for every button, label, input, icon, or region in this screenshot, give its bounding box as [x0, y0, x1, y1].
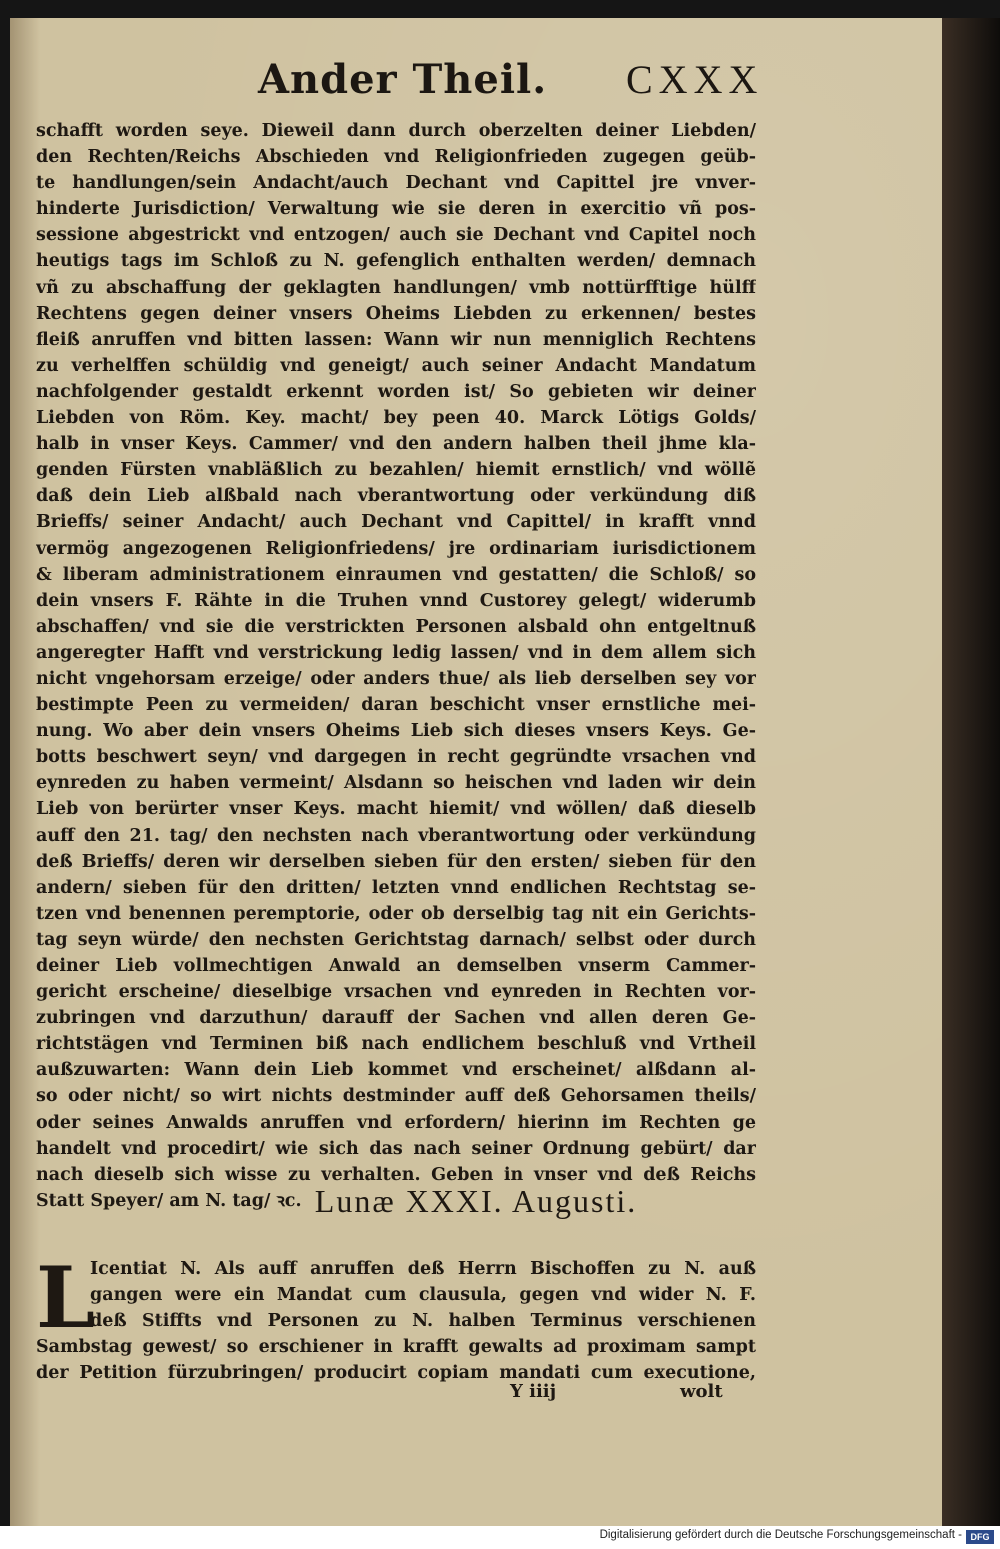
text-line: heutigs tags im Schloß zu N. gefenglich enthalten werden/ demnach	[36, 251, 756, 272]
text-line: Brieffs/ seiner Andacht/ auch Dechant vnd Capittel/ in krafft vnnd	[36, 512, 756, 533]
text-line: außzuwarten: Wann dein Lieb kommet vnd erscheinet/ alßdann al-	[36, 1060, 756, 1081]
text-line: vñ zu abschaffung der geklagten handlungen/ vmb nottürfftige hülff	[36, 277, 756, 298]
text-line: deß Stiffts vnd Personen zu N. halben Terminus verschienen	[90, 1311, 756, 1332]
text-line: hinderte Jurisdiction/ Verwaltung wie sie deren in exercitio vñ pos-	[36, 199, 756, 220]
text-line: & liberam administrationem einraumen vnd gestatten/ die Schloß/ so	[36, 564, 756, 585]
text-line: schafft worden seye. Dieweil dann durch oberzelten deiner Liebden/	[36, 121, 756, 141]
text-line: sessione abgestrickt vnd entzogen/ auch sie Dechant vnd Capitel noch	[36, 225, 756, 246]
text-line: deiner Lieb vollmechtigen Anwald an demselben vnserm Cammer-	[36, 956, 756, 976]
text-line: auff den 21. tag/ den nechsten nach vberantwortung oder verkündung	[36, 825, 756, 846]
text-line: abschaffen/ vnd sie die verstrickten Personen alsbald ohn entgeltnuß	[36, 616, 756, 637]
text-line: zubringen vnd darzuthun/ darauff der Sachen vnd allen deren Ge-	[36, 1008, 756, 1029]
section-heading: Lunæ XXXI. Augusti.	[314, 1183, 638, 1219]
text-line: halb in vnser Keys. Cammer/ vnd den andern halben theil jhme kla-	[36, 434, 756, 455]
page-edge-shadow	[942, 18, 1000, 1526]
text-line: nicht vngehorsam erzeige/ oder anders thue/ als lieb derselben sey vor	[36, 668, 756, 689]
digitization-footer	[0, 1526, 1000, 1549]
text-line: den Rechten/Reichs Abschieden vnd Religionfrieden zugegen geüb-	[36, 147, 756, 168]
text-line: genden Fürsten vnabläßlich zu bezahlen/ hiemit ernstlich/ vnd wöllẽ	[36, 460, 756, 481]
dfg-logo: DFG	[966, 1530, 994, 1544]
text-line: handelt vnd procedirt/ wie sich das nach seiner Ordnung gebürt/ dar	[36, 1138, 756, 1159]
text-line: Rechtens gegen deiner vnsers Oheims Liebden zu erkennen/ bestes	[36, 303, 756, 324]
text-line: Sambstag gewest/ so erschiener in krafft gewalts ad proximam sampt	[36, 1337, 756, 1358]
text-line: angeregter Hafft vnd verstrickung ledig lassen/ vnd in dem allem sich	[36, 642, 756, 663]
text-line: bestimpte Peen zu vermeiden/ daran beschicht vnser ernstliche mei-	[36, 695, 756, 716]
page-header	[10, 56, 942, 116]
text-line: eynreden zu haben vermeint/ Alsdann so heischen vnd laden wir dein	[36, 773, 756, 794]
text-line: gericht erscheine/ dieselbige vrsachen vnd eynreden in Rechten vor-	[36, 982, 756, 1003]
text-line: fleiß anruffen vnd bitten lassen: Wann wir nun menniglich Rechtens	[36, 329, 756, 350]
text-line: tag seyn würde/ den nechsten Gerichtstag darnach/ selbst oder durch	[36, 929, 756, 950]
signature-mark: Y iiij	[510, 1381, 557, 1402]
text-line: oder seines Anwalds anruffen vnd erfordern/ hierinn im Rechten ge	[36, 1112, 756, 1133]
footer-credit: Digitalisierung gefördert durch die Deutsche Forschungsgemeinschaft -	[599, 1529, 962, 1541]
main-text-block	[36, 118, 756, 1214]
text-line: deß Brieffs/ deren wir derselben sieben für den ersten/ sieben für den	[36, 851, 756, 872]
drop-cap-initial: L	[36, 1248, 96, 1347]
text-line: botts beschwert seyn/ vnd dargegen in recht gegründte vrsachen vnd	[36, 747, 756, 768]
text-line: te handlungen/sein Andacht/auch Dechant vnd Capittel jre vnver-	[36, 173, 756, 194]
text-line: so oder nicht/ so wirt nichts destminder auff deß Gehorsamen theils/	[36, 1086, 756, 1107]
text-line: Statt Speyer/ am N. tag/ ꝛc.	[36, 1190, 302, 1211]
catchword: wolt	[680, 1381, 723, 1402]
text-line: gangen were ein Mandat cum clausula, gegen vnd wider N. F.	[90, 1285, 756, 1306]
text-line: zu verhelffen schüldig vnd geneigt/ auch seiner Andacht Mandatum	[36, 355, 756, 376]
book-page	[10, 18, 942, 1526]
text-line: nung. Wo aber dein vnsers Oheims Lieb sich dieses vnsers Keys. Ge-	[36, 721, 756, 742]
text-line: der Petition fürzubringen/ producirt copiam mandati cum executione,	[36, 1363, 756, 1384]
text-line: vermög angezogenen Religionfriedens/ jre ordinariam iurisdictionem	[36, 538, 756, 559]
text-line: nach dieselb sich wisse zu verhalten. Geben in vnser vnd deß Reichs	[36, 1164, 756, 1185]
text-line: richtstägen vnd Terminen biß nach endlichem beschluß vnd Vrtheil	[36, 1034, 756, 1055]
text-line: nachfolgender gestaldt erkennt worden ist/ So gebieten wir deiner	[36, 381, 756, 402]
text-line: daß dein Lieb alßbald nach vberantwortung oder verkündung diß	[36, 486, 756, 507]
text-line: tzen vnd benennen peremptorie, oder ob derselbig tag nit ein Gerichts-	[36, 903, 756, 924]
text-line: andern/ sieben für den dritten/ letzten vnnd endlichen Rechtstag se-	[36, 877, 756, 898]
text-line: Liebden von Röm. Key. macht/ bey peen 40. Marck Lötigs Golds/	[36, 408, 756, 429]
text-line: Lieb von berürter vnser Keys. macht hiemit/ vnd wöllen/ daß dieselb	[36, 799, 756, 820]
text-line: dein vnsers F. Rähte in die Truhen vnnd Custorey gelegt/ widerumb	[36, 590, 756, 611]
running-title: Ander Theil.	[258, 56, 548, 103]
second-paragraph	[36, 1248, 756, 1386]
folio-number: CXXX	[626, 57, 764, 102]
text-line: Icentiat N. Als auff anruffen deß Herrn Bischoffen zu N. auß	[90, 1259, 756, 1279]
catchline	[10, 1381, 942, 1407]
